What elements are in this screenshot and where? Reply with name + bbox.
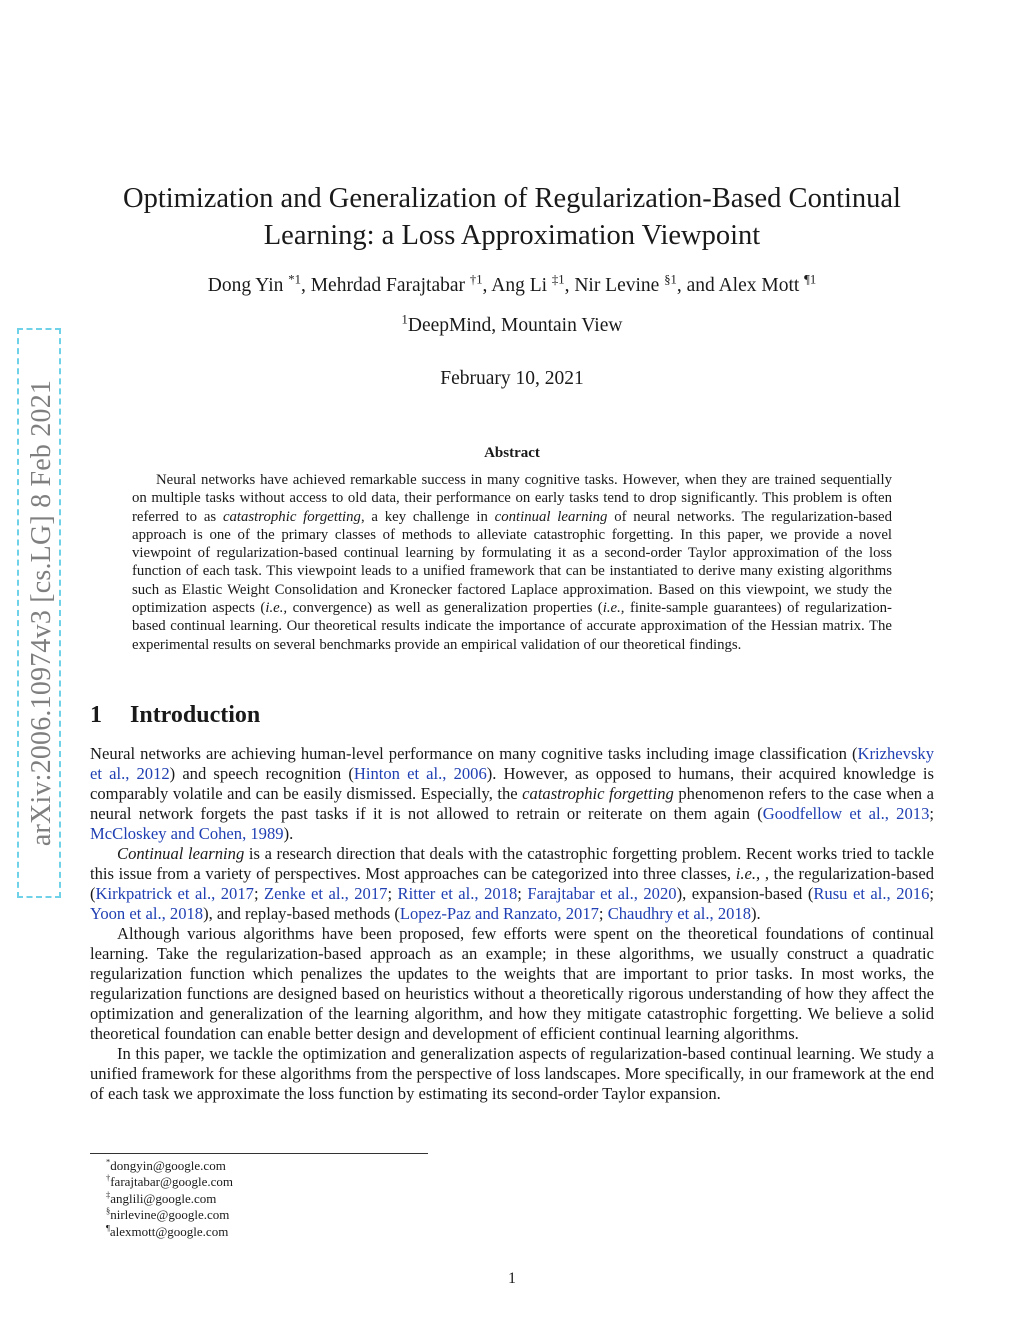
text-span: ). However, as opposed to humans, their acquired knowledge is comparably volatile and can be easily dismissed. Especially, the: [90, 764, 934, 803]
footnote-mark: ‡: [106, 1189, 111, 1200]
citation-link[interactable]: Krizhevsky et al., 2012: [90, 744, 934, 783]
text-span: ;: [929, 804, 934, 823]
author-name: Mehrdad Farajtabar: [310, 275, 466, 296]
citation-link[interactable]: Rusu et al., 2016: [813, 884, 930, 903]
footnote-email[interactable]: farajtabar@google.com: [110, 1174, 233, 1190]
footnote-email[interactable]: alexmott@google.com: [109, 1223, 229, 1239]
title-line-1: Optimization and Generalization of Regularization-Based Continual: [123, 183, 901, 214]
abstract-span: of neural networks. The regularization-based approach is one of the primary classes of methods to alleviate catastrophic forgetting. In this paper, we provide a novel viewpoint of regularization-based continual learning by formulating it as a second-order Taylor approximation of the loss function of each task. This viewpoint leads to a unified framework that can be instantiated to derive many existing algorithms such as Elastic Weight Consolidation and Kronecker factored Laplace approximation. Based on this viewpoint, we study the optimization aspects (: [132, 508, 893, 617]
text-span: Neural networks are achieving human-level performance on many cognitive tasks including image classification (: [90, 744, 858, 763]
footnote: [106, 1207, 233, 1223]
abstract-span: convergence) as well as generalization properties (: [287, 600, 603, 617]
footnote: [106, 1191, 233, 1207]
footnote-mark: *: [106, 1156, 111, 1167]
citation-link[interactable]: Kirkpatrick et al., 2017: [95, 884, 254, 903]
citation-link[interactable]: Zenke et al., 2017: [264, 884, 388, 903]
text-span: , the regularization-based (: [90, 864, 934, 903]
author-mark: *1: [288, 272, 301, 287]
author-list: Dong Yin $^{*1}$, Mehrdad Farajtabar $^{\dagger 1}$, Ang Li $^{\ddagger 1}$, Nir Levine $^{\S 1}$, and Alex Mott $^{\P 1}$: [207, 272, 817, 296]
page-number: 1: [508, 1270, 516, 1287]
section-title: Introduction: [130, 702, 261, 728]
abstract-emphasis: i.e.,: [602, 600, 625, 617]
footnote-email[interactable]: dongyin@google.com: [110, 1158, 226, 1173]
paper-title: [90, 180, 934, 254]
text-span: ), expansion-based (: [676, 884, 814, 903]
author-mark: ‡1: [551, 272, 565, 287]
author-mark: ¶1: [804, 272, 817, 287]
abstract-emphasis: continual learning: [494, 508, 608, 525]
intro-paragraph-3: Although various algorithms have been proposed, few efforts were spent on the theoretical foundations of continual learning. Take the regularization-based approach as an example; in these algorithms, we usually construct a quadratic regularization function which penalizes the updates to the weights that are important to prior tasks. In most works, the regularization functions are designed based on heuristics without a theoretically rigorous understanding of how they affect the optimization and generalization of the learning algorithm, and how they mitigate catastrophic forgetting. We believe a solid theoretical foundation can enable better design and development of efficient continual learning algorithms.: [90, 924, 934, 1043]
footnote-email[interactable]: anglili@google.com: [110, 1190, 217, 1206]
footnote-email[interactable]: nirlevine@google.com: [110, 1207, 230, 1223]
paper-date: February 10, 2021: [440, 368, 584, 389]
footnote-rule: [90, 1153, 428, 1154]
abstract-text: [132, 471, 892, 654]
title-line-2: Learning: a Loss Approximation Viewpoint: [263, 220, 761, 251]
text-span: ;: [598, 904, 608, 923]
abstract-span: Neural networks have achieved remarkable success in many cognitive tasks. However, when they are trained sequentially on multiple tasks without access to old data, their performance on early tasks tend to drop significantly. This problem is often referred to as: [132, 472, 892, 525]
affiliation-mark: 1: [401, 312, 408, 327]
section-heading-introduction: [90, 700, 260, 730]
citation-link[interactable]: Yoon et al., 2018: [90, 904, 204, 923]
abstract-emphasis: i.e.,: [265, 600, 288, 617]
affiliation-text: DeepMind, Mountain View: [407, 315, 623, 336]
text-span: phenomenon refers to the case when a neural network forgets the past tasks if it is not allowed to retrain or reiterate on them again (: [90, 784, 934, 823]
footnote-mark: ¶: [106, 1222, 110, 1233]
intro-paragraph-1: [90, 744, 934, 844]
citation-link[interactable]: Ritter et al., 2018: [397, 884, 518, 903]
citation-link[interactable]: Goodfellow et al., 2013: [762, 804, 930, 823]
intro-paragraph-4: In this paper, we tackle the optimization and generalization aspects of regularization-based continual learning. We study a unified framework for these algorithms from the perspective of loss landscapes. More specifically, in our framework at the end of each task we approximate the loss function by estimating its second-order Taylor expansion.: [90, 1044, 934, 1103]
footnote: [106, 1158, 233, 1174]
abstract-heading: Abstract: [484, 445, 540, 461]
citation-link[interactable]: McCloskey and Cohen, 1989: [90, 824, 284, 843]
footnote: [106, 1174, 233, 1190]
text-span: ), and replay-based methods (: [203, 904, 400, 923]
author-mark: †1: [469, 272, 483, 287]
text-span: ;: [517, 884, 528, 903]
abstract-emphasis: catastrophic forgetting: [222, 508, 361, 525]
footnote-mark: §: [106, 1205, 111, 1216]
text-span: is a research direction that deals with the catastrophic forgetting problem. Recent works tried to tackle this issue from a variety of perspectives. Most approaches can be categorized into three classes,: [90, 844, 934, 883]
introduction-body: [90, 744, 934, 1104]
arxiv-identifier[interactable]: arXiv:2006.10974v3 [cs.LG] 8 Feb 2021: [26, 379, 57, 847]
footnote: [106, 1224, 233, 1240]
author-name: Ang Li: [491, 275, 548, 296]
citation-link[interactable]: Lopez-Paz and Ranzato, 2017: [399, 904, 599, 923]
text-span: ).: [751, 904, 761, 923]
affiliation: [90, 313, 934, 339]
footnotes: [106, 1158, 233, 1240]
footnote-mark: †: [106, 1173, 111, 1184]
author-name: Dong Yin: [207, 275, 284, 296]
section-number: 1: [90, 702, 102, 728]
citation-link[interactable]: Chaudhry et al., 2018: [607, 904, 752, 923]
abstract-span: finite-sample guarantees) of regularization-based continual learning. Our theoretical results indicate the importance of accurate approximation of the Hessian matrix. The experimental results on several benchmarks provide an empirical validation of our theoretical findings.: [132, 600, 892, 653]
text-span: ) and speech recognition (: [169, 764, 354, 783]
citation-link[interactable]: Farajtabar et al., 2020: [527, 884, 677, 903]
text-span: ;: [253, 884, 265, 903]
author-name: Alex Mott: [718, 275, 800, 296]
text-span: ;: [387, 884, 398, 903]
emphasis: Continual learning: [117, 844, 245, 863]
text-span: ).: [283, 824, 294, 843]
emphasis: i.e.,: [735, 864, 761, 883]
citation-link[interactable]: Hinton et al., 2006: [353, 764, 487, 783]
abstract-span: , a key challenge in: [360, 508, 495, 525]
author-name: Nir Levine: [574, 275, 660, 296]
text-span: ;: [929, 884, 935, 903]
author-mark: §1: [664, 272, 677, 287]
emphasis: catastrophic forgetting: [522, 784, 674, 803]
intro-paragraph-2: [90, 844, 934, 924]
